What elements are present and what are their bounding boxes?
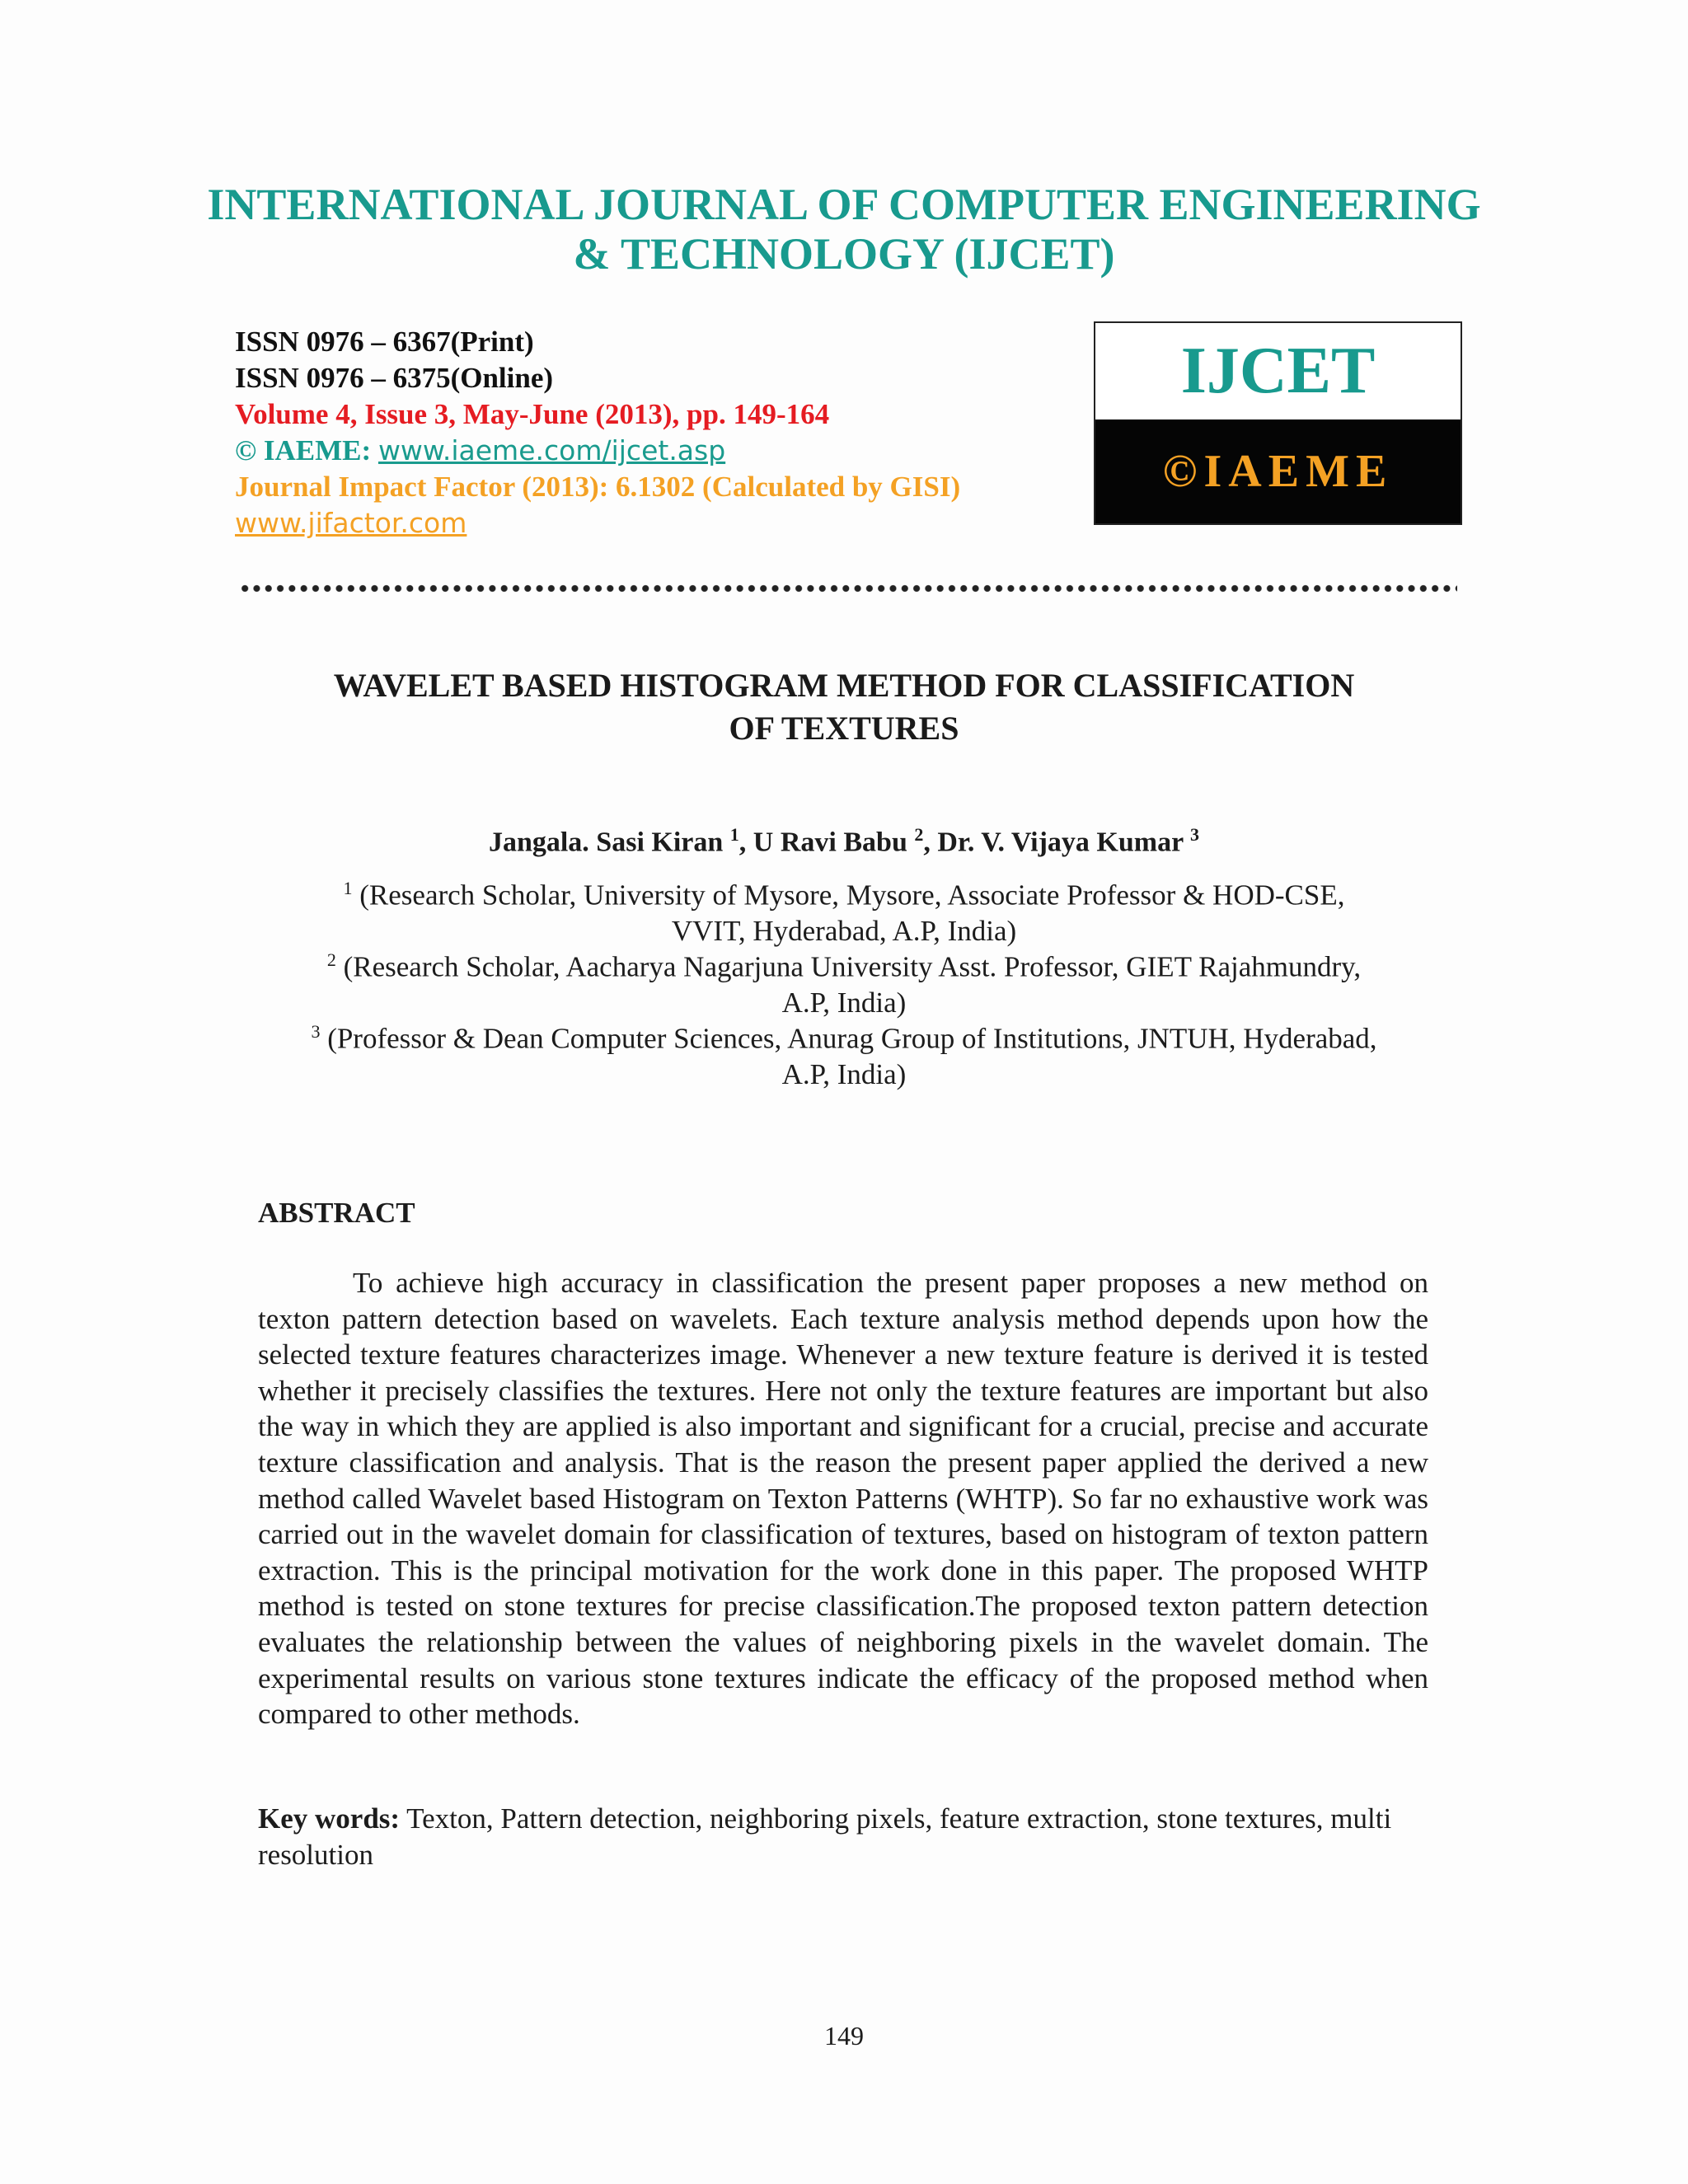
author-1-sep: , — [738, 827, 747, 858]
author-3-sup: 3 — [1190, 824, 1200, 845]
author-list — [0, 816, 1688, 861]
affiliation-1-line-2: VVIT, Hyderabad, A.P, India) — [671, 914, 1017, 947]
paper-title — [0, 664, 1688, 750]
publisher-link[interactable]: www.iaeme.com/ijcet.asp — [377, 434, 726, 466]
affiliation-1 — [0, 870, 1688, 949]
journal-title — [0, 180, 1688, 279]
abstract-body: To achieve high accuracy in classification the present paper proposes a new method on texton pattern detection based on wavelets. Each texture analysis method depends upon how the selected texture features characterizes image. Whenever a new texture feature is derived it is tested whether it precisely classifies the textures. Here not only the texture features are important but also the way in which they are applied is also important and significant for a crucial, precise and accurate texture classification and analysis. That is the reason the present paper applied the derived a new method called Wavelet based Histogram on Texton Patterns (WHTP). So far no exhaustive work was carried out in the wavelet domain for classification of textures, based on histogram of texton pattern extraction. This is the principal motivation for the work done in this paper. The proposed WHTP method is tested on stone textures for precise classification.The proposed texton pattern detection evaluates the relationship between the values of neighboring pixels in the wavelet domain. The experimental results on various stone textures indicate the efficacy of the proposed method when compared to other methods. — [258, 1267, 1428, 1731]
affiliation-1-sup: 1 — [343, 878, 353, 898]
publisher-label: © IAEME: — [235, 434, 378, 466]
keywords — [258, 1801, 1428, 1873]
affiliation-1-line-1: (Research Scholar, University of Mysore, Mysore, Associate Professor & HOD-CSE, — [352, 879, 1345, 912]
affiliation-3-line-2: A.P, India) — [781, 1057, 907, 1090]
impact-factor: Journal Impact Factor (2013): 6.1302 (Calculated by GISI) — [235, 471, 961, 503]
keywords-text: Texton, Pattern detection, neighboring pixels, feature extraction, stone textures, multi resolution — [258, 1802, 1392, 1871]
keywords-label: Key words: — [258, 1802, 401, 1835]
jifactor-line — [235, 505, 960, 541]
logo-publisher: ©IAEME — [1095, 419, 1461, 523]
logo-title: IJCET — [1180, 335, 1376, 407]
journal-meta — [235, 324, 960, 541]
issn-online: ISSN 0976 – 6375(Online) — [235, 362, 554, 394]
paper-title-line-2: OF TEXTURES — [729, 710, 959, 747]
affiliation-3-line-1: (Professor & Dean Computer Sciences, Anurag Group of Institutions, JNTUH, Hyderabad, — [320, 1022, 1377, 1055]
affiliation-2-line-1: (Research Scholar, Aacharya Nagarjuna University Asst. Professor, GIET Rajahmundry, — [335, 950, 1362, 983]
author-3: Dr. V. Vijaya Kumar — [930, 827, 1191, 858]
affiliation-3-sup: 3 — [311, 1021, 321, 1042]
abstract-heading: ABSTRACT — [258, 1197, 415, 1229]
paper-title-line-1: WAVELET BASED HISTOGRAM METHOD FOR CLASSIFICATION — [333, 667, 1355, 704]
jifactor-link[interactable]: www.jifactor.com — [235, 507, 467, 539]
ijcet-logo — [1094, 321, 1462, 525]
author-1-sup: 1 — [729, 824, 739, 845]
issn-print: ISSN 0976 – 6367(Print) — [235, 326, 534, 358]
author-2-sep: , — [923, 827, 931, 858]
affiliation-2 — [0, 942, 1688, 1020]
journal-title-line-2: & TECHNOLOGY (IJCET) — [573, 229, 1115, 279]
affiliation-2-sup: 2 — [326, 949, 336, 970]
volume-issue: Volume 4, Issue 3, May-June (2013), pp. 149-164 — [235, 398, 830, 430]
author-2-sup: 2 — [914, 824, 924, 845]
publisher-line — [235, 433, 960, 469]
affiliation-2-line-2: A.P, India) — [781, 986, 907, 1019]
author-1: Jangala. Sasi Kiran — [488, 827, 730, 858]
author-2: U Ravi Babu — [746, 827, 915, 858]
journal-title-line-1: INTERNATIONAL JOURNAL OF COMPUTER ENGINEERING — [207, 180, 1481, 229]
page-number: 149 — [824, 2021, 864, 2050]
dotted-divider — [239, 583, 1457, 593]
affiliation-3 — [0, 1014, 1688, 1092]
